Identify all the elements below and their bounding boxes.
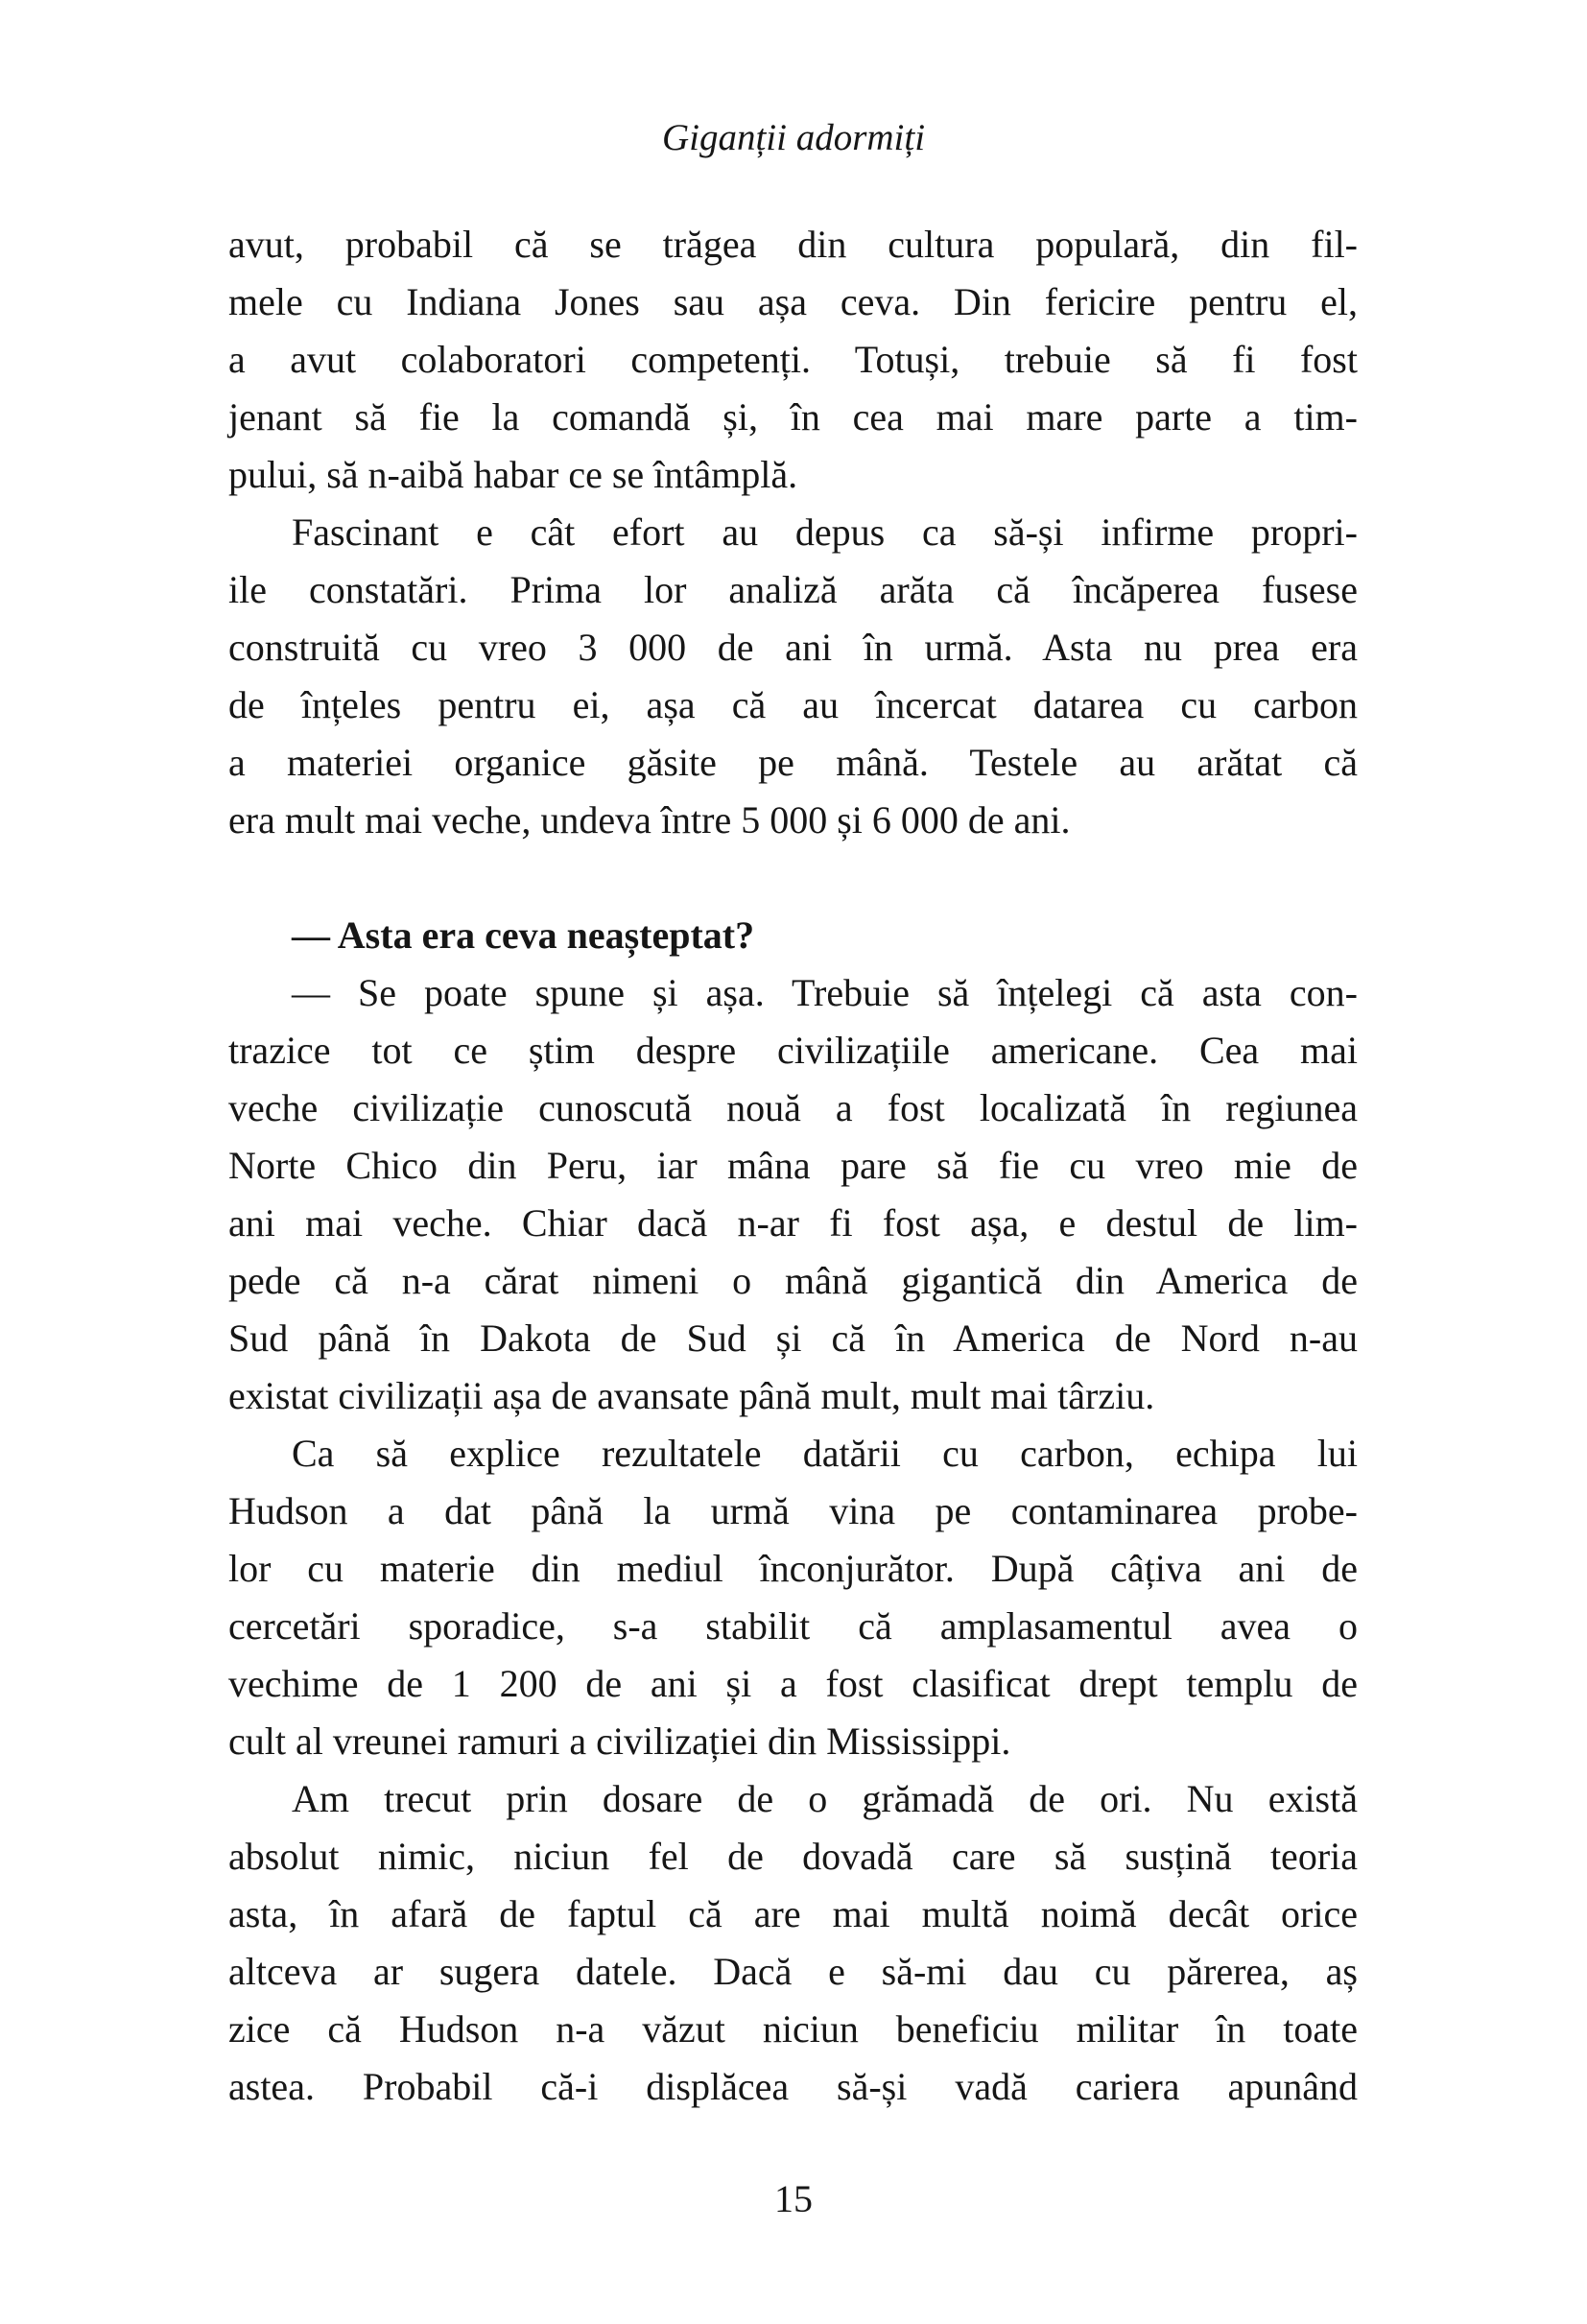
- running-head: Giganții adormiți: [661, 117, 926, 158]
- text-line: pede că n-a cărat nimeni o mână gigantică din America de: [228, 1259, 1358, 1302]
- text-line: construită cu vreo 3 000 de ani în urmă. Asta nu prea era: [228, 626, 1358, 669]
- text-line: astea. Probabil că-i displăcea să-și vadă cariera apunând: [228, 2065, 1358, 2108]
- text-line: vechime de 1 200 de ani și a fost clasificat drept templu de: [228, 1662, 1358, 1705]
- text-line: avut, probabil că se trăgea din cultura populară, din fil-: [228, 223, 1358, 266]
- text-line: zice că Hudson n-a văzut niciun beneficiu militar în toate: [228, 2007, 1358, 2051]
- text-line: — Asta era ceva neașteptat?: [292, 913, 755, 957]
- paragraph: [228, 907, 1358, 964]
- text-line: cult al vreunei ramuri a civilizației din Mississippi.: [228, 1719, 1011, 1763]
- paragraph: [228, 504, 1358, 849]
- body-text: [228, 216, 1358, 2116]
- text-line: jenant să fie la comandă și, în cea mai mare parte a tim-: [228, 395, 1358, 439]
- text-line: lor cu materie din mediul înconjurător. După câțiva ani de: [228, 1547, 1358, 1590]
- text-line: de înțeles pentru ei, așa că au încercat datarea cu carbon: [228, 683, 1358, 726]
- text-line: veche civilizație cunoscută nouă a fost localizată în regiunea: [228, 1086, 1358, 1129]
- paragraph: [228, 1770, 1358, 2116]
- text-line: altceva ar sugera datele. Dacă e să-mi dau cu părerea, aș: [228, 1950, 1358, 1993]
- paragraph: [228, 216, 1358, 504]
- page-number: 15: [774, 2177, 813, 2220]
- text-line: mele cu Indiana Jones sau așa ceva. Din fericire pentru el,: [228, 280, 1358, 323]
- text-line: Am trecut prin dosare de o grămadă de ori. Nu există: [292, 1777, 1358, 1820]
- text-line: Norte Chico din Peru, iar mâna pare să fie cu vreo mie de: [228, 1144, 1358, 1187]
- text-line: existat civilizații așa de avansate până mult, mult mai târziu.: [228, 1374, 1155, 1417]
- paragraph: [228, 964, 1358, 1425]
- text-line: a avut colaboratori competenți. Totuși, trebuie să fi fost: [228, 338, 1358, 381]
- text-line: Ca să explice rezultatele datării cu carbon, echipa lui: [292, 1432, 1358, 1475]
- paragraph: [228, 1425, 1358, 1770]
- text-line: ani mai veche. Chiar dacă n-ar fi fost așa, e destul de lim-: [228, 1201, 1358, 1245]
- text-line: trazice tot ce știm despre civilizațiile americane. Cea mai: [228, 1029, 1358, 1072]
- text-line: a materiei organice găsite pe mână. Testele au arătat că: [228, 741, 1358, 784]
- text-line: absolut nimic, niciun fel de dovadă care să susțină teoria: [228, 1835, 1358, 1878]
- text-line: ile constatări. Prima lor analiză arăta că încăperea fusese: [228, 568, 1358, 611]
- text-line: — Se poate spune și așa. Trebuie să înțelegi că asta con-: [292, 971, 1358, 1014]
- text-line: Sud până în Dakota de Sud și că în America de Nord n-au: [228, 1316, 1358, 1360]
- text-line: era mult mai veche, undeva între 5 000 și 6 000 de ani.: [228, 798, 1071, 842]
- text-line: Fascinant e cât efort au depus ca să-și infirme propri-: [292, 510, 1358, 554]
- text-line: cercetări sporadice, s-a stabilit că amplasamentul avea o: [228, 1604, 1358, 1648]
- text-line: asta, în afară de faptul că are mai multă noimă decât orice: [228, 1892, 1358, 1935]
- text-line: pului, să n-aibă habar ce se întâmplă.: [228, 453, 798, 496]
- text-line: Hudson a dat până la urmă vina pe contaminarea probe-: [228, 1489, 1358, 1532]
